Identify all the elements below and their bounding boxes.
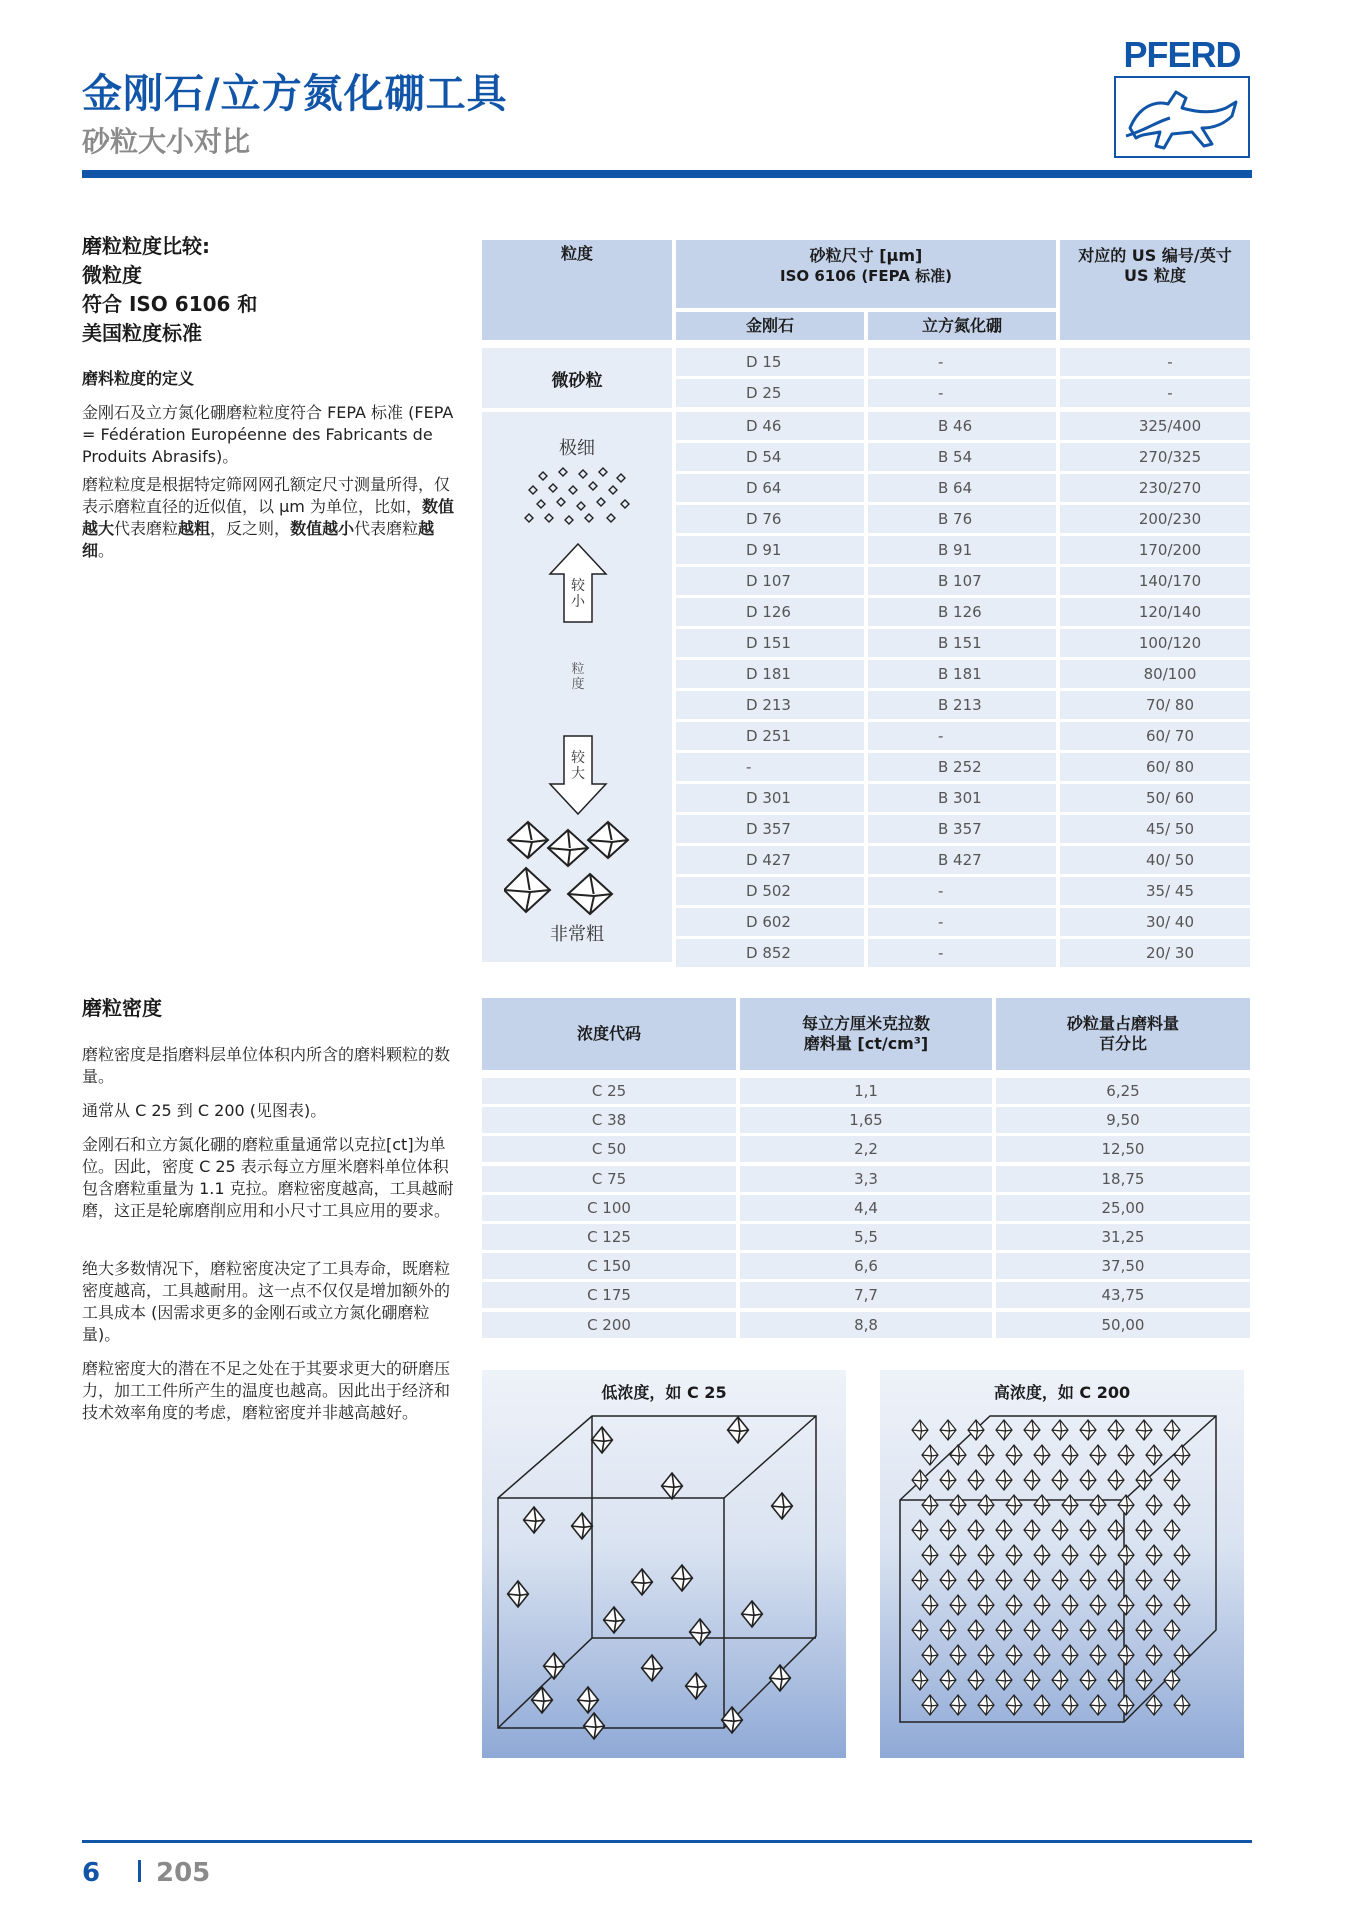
grain-icon	[1062, 1495, 1078, 1515]
grain-icon	[1118, 1645, 1134, 1665]
conc-carat-cell: 6,6	[740, 1253, 992, 1279]
grain-icon	[1052, 1570, 1068, 1590]
grain-icon	[940, 1670, 956, 1690]
grain-icon	[642, 1655, 663, 1681]
grain-comparison-heading	[82, 232, 462, 348]
conc-carat-cell: 1,1	[740, 1078, 992, 1104]
us-mesh-cell: 60/ 70	[1060, 722, 1250, 750]
grain-icon	[1090, 1495, 1106, 1515]
grain-icon	[592, 1427, 613, 1453]
grain-icon	[950, 1495, 966, 1515]
conc-percent-cell: 31,25	[996, 1224, 1250, 1250]
grain-icon	[1062, 1445, 1078, 1465]
conc-percent-cell: 9,50	[996, 1107, 1250, 1133]
cbn-size-cell: -	[868, 722, 1056, 750]
grain-icon	[1146, 1595, 1162, 1615]
grain-icon	[578, 1687, 599, 1713]
high-concentration-caption: 高浓度，如 C 200	[993, 1383, 1131, 1402]
grain-icon	[1080, 1520, 1096, 1540]
conc-code-cell: C 100	[482, 1195, 736, 1221]
grain-icon	[1090, 1545, 1106, 1565]
cbn-size-cell: -	[868, 908, 1056, 936]
grain-icon	[1136, 1520, 1152, 1540]
conc-carat-cell: 8,8	[740, 1312, 992, 1338]
col-header-ct: 每立方厘米克拉数 磨料量 [ct/cm³]	[740, 998, 992, 1070]
grain-icon	[996, 1520, 1012, 1540]
grain-icon	[1118, 1595, 1134, 1615]
us-mesh-cell: 50/ 60	[1060, 784, 1250, 812]
grain-icon	[968, 1620, 984, 1640]
us-mesh-cell: 230/270	[1060, 474, 1250, 502]
grain-icon	[1080, 1620, 1096, 1640]
grain-icon	[1090, 1595, 1106, 1615]
conc-code-cell: C 200	[482, 1312, 736, 1338]
grain-icon	[1146, 1445, 1162, 1465]
conc-code-cell: C 50	[482, 1136, 736, 1162]
conc-percent-cell: 50,00	[996, 1312, 1250, 1338]
page-subtitle: 砂粒大小对比	[82, 125, 251, 158]
cbn-size-cell: B 76	[868, 505, 1056, 533]
diamond-size-cell: D 15	[676, 348, 864, 376]
cbn-size-cell: B 91	[868, 536, 1056, 564]
col-header-us: 对应的 US 编号/英寸 US 粒度	[1060, 240, 1250, 340]
grain-icon	[968, 1670, 984, 1690]
us-mesh-cell: 40/ 50	[1060, 846, 1250, 874]
definition-paragraph-2: 磨粒粒度是根据特定筛网网孔额定尺寸测量所得，仅表示磨粒直径的近似值，以 μm 为单位，比如，数值越大代表磨粒越粗，反之则，数值越小代表磨粒越细。	[82, 475, 454, 560]
grain-icon	[996, 1570, 1012, 1590]
grain-icon	[922, 1495, 938, 1515]
header-rule	[82, 170, 1252, 178]
conc-code-cell: C 75	[482, 1166, 736, 1192]
grain-icon	[728, 1417, 749, 1443]
grain-icon	[950, 1545, 966, 1565]
grain-icon	[1118, 1495, 1134, 1515]
grain-icon	[1174, 1695, 1190, 1715]
grain-icon	[1136, 1420, 1152, 1440]
conc-code-cell: C 175	[482, 1282, 736, 1308]
grain-icon	[532, 1687, 553, 1713]
fine-grains-icon	[517, 466, 637, 536]
us-mesh-cell: 200/230	[1060, 505, 1250, 533]
us-mesh-cell: 30/ 40	[1060, 908, 1250, 936]
conc-code-cell: C 125	[482, 1224, 736, 1250]
diamond-size-cell: D 107	[676, 567, 864, 595]
conc-percent-cell: 43,75	[996, 1282, 1250, 1308]
us-mesh-cell: 60/ 80	[1060, 753, 1250, 781]
grain-icon	[912, 1420, 928, 1440]
diamond-size-cell: D 91	[676, 536, 864, 564]
grain-icon	[1164, 1420, 1180, 1440]
grain-icon	[1136, 1620, 1152, 1640]
grain-icon	[1034, 1445, 1050, 1465]
grain-icon	[1080, 1470, 1096, 1490]
grain-icon	[1174, 1445, 1190, 1465]
diamond-size-cell: D 213	[676, 691, 864, 719]
us-mesh-cell: 35/ 45	[1060, 877, 1250, 905]
grain-icon	[604, 1607, 625, 1633]
grain-icon	[1174, 1595, 1190, 1615]
conc-percent-cell: 37,50	[996, 1253, 1250, 1279]
col-header-pct: 砂粒量占磨料量 百分比	[996, 998, 1250, 1070]
grain-icon	[1080, 1670, 1096, 1690]
page-separator	[138, 1860, 141, 1882]
cbn-size-cell: B 64	[868, 474, 1056, 502]
grain-icon	[1024, 1470, 1040, 1490]
grain-icon	[1006, 1445, 1022, 1465]
heading-line: 磨粒粒度比较:	[82, 234, 210, 258]
grain-icon	[1090, 1445, 1106, 1465]
grain-icon	[912, 1620, 928, 1640]
diamond-size-cell: -	[676, 753, 864, 781]
grain-icon	[968, 1470, 984, 1490]
grain-icon	[1006, 1495, 1022, 1515]
grain-icon	[1164, 1520, 1180, 1540]
grain-icon	[1052, 1470, 1068, 1490]
conc-code-cell: C 25	[482, 1078, 736, 1104]
grain-icon	[922, 1545, 938, 1565]
scale-label-larger: 较大	[571, 750, 585, 782]
grain-icon	[1062, 1695, 1078, 1715]
conc-code-cell: C 38	[482, 1107, 736, 1133]
high-density-cube-icon	[880, 1400, 1244, 1750]
cbn-size-cell: B 126	[868, 598, 1056, 626]
grain-icon	[922, 1695, 938, 1715]
cbn-size-cell: B 151	[868, 629, 1056, 657]
grain-icon	[1164, 1470, 1180, 1490]
grain-icon	[686, 1673, 707, 1699]
scale-label-smaller: 较小	[571, 578, 585, 610]
grain-icon	[996, 1420, 1012, 1440]
grain-icon	[1006, 1595, 1022, 1615]
heading-line: 符合 ISO 6106 和	[82, 292, 258, 316]
grain-icon	[1024, 1520, 1040, 1540]
micro-label: 微砂粒	[551, 371, 603, 391]
grain-icon	[922, 1645, 938, 1665]
density-paragraph-5: 磨粒密度大的潜在不足之处在于其要求更大的研磨压力，加工工件所产生的温度也越高。因此出于经济和技术效率角度的考虑，磨粒密度并非越高越好。	[82, 1359, 451, 1422]
cbn-size-cell: -	[868, 379, 1056, 407]
grain-icon	[1164, 1670, 1180, 1690]
grain-icon	[1034, 1495, 1050, 1515]
grain-icon	[978, 1495, 994, 1515]
grain-icon	[1164, 1570, 1180, 1590]
grain-icon	[912, 1570, 928, 1590]
grain-icon	[968, 1520, 984, 1540]
grain-icon	[1080, 1570, 1096, 1590]
grain-icon	[950, 1695, 966, 1715]
cbn-size-cell: B 301	[868, 784, 1056, 812]
conc-code-cell: C 150	[482, 1253, 736, 1279]
density-title: 磨粒密度	[82, 996, 162, 1020]
cbn-size-cell: B 107	[868, 567, 1056, 595]
us-mesh-cell: 80/100	[1060, 660, 1250, 688]
definition-title: 磨料粒度的定义	[82, 369, 195, 388]
logo-text: PFERD	[1123, 34, 1241, 75]
scale-label-coarse: 非常粗	[550, 924, 604, 945]
col-header-size: 砂粒尺寸 [μm] ISO 6106 (FEPA 标准)	[676, 240, 1056, 308]
us-mesh-cell: 270/325	[1060, 443, 1250, 471]
grain-icon	[1062, 1545, 1078, 1565]
cbn-size-cell: B 213	[868, 691, 1056, 719]
grain-icon	[1006, 1695, 1022, 1715]
density-paragraph-3: 金刚石和立方氮化硼的磨粒重量通常以克拉[ct]为单位。因此，密度 C 25 表示每立方厘米磨料单位体积包含磨粒重量为 1.1 克拉。磨粒密度越高，工具越耐磨，这正是轮廓磨削应用和小尺寸工具应用的要求。	[82, 1135, 454, 1220]
grain-icon	[1174, 1545, 1190, 1565]
cbn-size-cell: B 357	[868, 815, 1056, 843]
grain-icon	[1118, 1545, 1134, 1565]
grain-icon	[978, 1645, 994, 1665]
cbn-size-cell: B 252	[868, 753, 1056, 781]
footer-rule	[82, 1840, 1252, 1843]
grain-icon	[1118, 1445, 1134, 1465]
low-density-cube-icon	[482, 1400, 846, 1750]
horse-icon	[1114, 76, 1250, 158]
grain-icon	[996, 1670, 1012, 1690]
grain-icon	[772, 1493, 793, 1519]
grain-icon	[1024, 1570, 1040, 1590]
page-number: 205	[156, 1858, 211, 1888]
grain-icon	[940, 1420, 956, 1440]
diamond-size-cell: D 357	[676, 815, 864, 843]
cbn-size-cell: -	[868, 939, 1056, 967]
diamond-size-cell: D 427	[676, 846, 864, 874]
grain-icon	[978, 1695, 994, 1715]
density-paragraph-4: 绝大多数情况下，磨粒密度决定了工具寿命，既磨粒密度越高，工具越耐用。这一点不仅仅是增加额外的工具成本 (因需求更多的金刚石或立方氮化硼磨粒量)。	[82, 1259, 451, 1344]
grain-icon	[1108, 1470, 1124, 1490]
us-mesh-cell: 20/ 30	[1060, 939, 1250, 967]
grain-icon	[1052, 1520, 1068, 1540]
grain-icon	[1034, 1645, 1050, 1665]
grain-icon	[742, 1601, 763, 1627]
cbn-size-cell: -	[868, 877, 1056, 905]
conc-carat-cell: 2,2	[740, 1136, 992, 1162]
conc-carat-cell: 3,3	[740, 1166, 992, 1192]
diamond-size-cell: D 76	[676, 505, 864, 533]
chapter-number: 6	[82, 1858, 101, 1888]
density-paragraph-2: 通常从 C 25 到 C 200 (见图表)。	[82, 1101, 327, 1120]
conc-percent-cell: 25,00	[996, 1195, 1250, 1221]
subheader-diamond: 金刚石	[676, 312, 864, 340]
diamond-size-cell: D 64	[676, 474, 864, 502]
diamond-size-cell: D 25	[676, 379, 864, 407]
pferd-logo	[1112, 36, 1252, 158]
high-concentration-illustration	[880, 1370, 1244, 1758]
us-mesh-cell: 170/200	[1060, 536, 1250, 564]
grain-icon	[1062, 1645, 1078, 1665]
grain-icon	[978, 1595, 994, 1615]
us-mesh-cell: 325/400	[1060, 412, 1250, 440]
grain-icon	[1146, 1495, 1162, 1515]
grain-icon	[508, 1581, 529, 1607]
grain-icon	[922, 1445, 938, 1465]
diamond-size-cell: D 54	[676, 443, 864, 471]
conc-percent-cell: 6,25	[996, 1078, 1250, 1104]
conc-carat-cell: 7,7	[740, 1282, 992, 1308]
diamond-size-cell: D 126	[676, 598, 864, 626]
diamond-size-cell: D 301	[676, 784, 864, 812]
diamond-size-cell: D 602	[676, 908, 864, 936]
grain-icon	[950, 1445, 966, 1465]
cbn-size-cell: B 181	[868, 660, 1056, 688]
grain-icon	[978, 1545, 994, 1565]
conc-percent-cell: 12,50	[996, 1136, 1250, 1162]
subheader-cbn: 立方氮化硼	[868, 312, 1056, 340]
diamond-size-cell: D 852	[676, 939, 864, 967]
page-title: 金刚石/立方氮化硼工具	[82, 71, 508, 117]
col-header-code: 浓度代码	[482, 998, 736, 1070]
scale-label-grain: 粒度	[571, 662, 585, 692]
us-mesh-cell: 100/120	[1060, 629, 1250, 657]
grain-icon	[1174, 1495, 1190, 1515]
heading-line: 美国粒度标准	[82, 321, 202, 345]
grain-icon	[1024, 1420, 1040, 1440]
grain-icon	[940, 1570, 956, 1590]
conc-carat-cell: 5,5	[740, 1224, 992, 1250]
grain-icon	[1146, 1645, 1162, 1665]
grain-icon	[968, 1570, 984, 1590]
low-concentration-illustration	[482, 1370, 846, 1758]
diamond-size-cell: D 46	[676, 412, 864, 440]
grain-icon	[1052, 1420, 1068, 1440]
grain-icon	[1006, 1545, 1022, 1565]
grain-icon	[1108, 1520, 1124, 1540]
grain-icon	[572, 1513, 593, 1539]
cbn-size-cell: B 54	[868, 443, 1056, 471]
grain-icon	[922, 1595, 938, 1615]
definition-paragraph-1: 金刚石及立方氮化硼磨粒粒度符合 FEPA 标准 (FEPA = Fédération Européenne des Fabricants de Produits Abrasifs)。	[82, 403, 454, 466]
grain-icon	[1108, 1620, 1124, 1640]
grain-icon	[662, 1473, 683, 1499]
grain-icon	[1164, 1620, 1180, 1640]
col-header-grain: 粒度	[482, 240, 672, 340]
grain-icon	[1090, 1645, 1106, 1665]
coarse-grains-icon	[504, 818, 654, 930]
diamond-size-cell: D 181	[676, 660, 864, 688]
grain-icon	[912, 1520, 928, 1540]
grain-icon	[1146, 1545, 1162, 1565]
scale-label-fine: 极细	[559, 438, 595, 459]
grain-icon	[672, 1565, 693, 1591]
us-mesh-cell: -	[1060, 379, 1250, 407]
grain-icon	[1136, 1670, 1152, 1690]
grain-icon	[1034, 1545, 1050, 1565]
grain-icon	[770, 1665, 791, 1691]
grain-icon	[1024, 1620, 1040, 1640]
grain-icon	[690, 1619, 711, 1645]
grain-icon	[1006, 1645, 1022, 1665]
us-mesh-cell: 140/170	[1060, 567, 1250, 595]
cbn-size-cell: B 46	[868, 412, 1056, 440]
conc-percent-cell: 18,75	[996, 1166, 1250, 1192]
conc-carat-cell: 1,65	[740, 1107, 992, 1133]
us-mesh-cell: 45/ 50	[1060, 815, 1250, 843]
grain-icon	[632, 1569, 653, 1595]
grain-icon	[1034, 1595, 1050, 1615]
grain-icon	[940, 1620, 956, 1640]
grain-icon	[1052, 1620, 1068, 1640]
grain-icon	[996, 1620, 1012, 1640]
grain-icon	[950, 1645, 966, 1665]
grain-icon	[996, 1470, 1012, 1490]
cbn-size-cell: -	[868, 348, 1056, 376]
grain-icon	[1108, 1420, 1124, 1440]
grain-icon	[1090, 1695, 1106, 1715]
diamond-size-cell: D 151	[676, 629, 864, 657]
grain-icon	[950, 1595, 966, 1615]
grain-icon	[1062, 1595, 1078, 1615]
diamond-size-cell: D 251	[676, 722, 864, 750]
heading-line: 微粒度	[82, 263, 142, 287]
grain-icon	[1174, 1645, 1190, 1665]
us-mesh-cell: 120/140	[1060, 598, 1250, 626]
conc-carat-cell: 4,4	[740, 1195, 992, 1221]
grain-icon	[912, 1670, 928, 1690]
grain-icon	[584, 1713, 605, 1739]
grain-icon	[1034, 1695, 1050, 1715]
grain-icon	[1080, 1420, 1096, 1440]
low-concentration-caption: 低浓度，如 C 25	[601, 1383, 727, 1402]
grain-icon	[940, 1470, 956, 1490]
grain-icon	[1118, 1695, 1134, 1715]
grain-icon	[1108, 1570, 1124, 1590]
grain-icon	[940, 1520, 956, 1540]
grain-icon	[1136, 1570, 1152, 1590]
grain-icon	[1052, 1670, 1068, 1690]
us-mesh-cell: 70/ 80	[1060, 691, 1250, 719]
diamond-size-cell: D 502	[676, 877, 864, 905]
grain-icon	[978, 1445, 994, 1465]
cbn-size-cell: B 427	[868, 846, 1056, 874]
density-paragraph-1: 磨粒密度是指磨料层单位体积内所含的磨料颗粒的数量。	[82, 1045, 451, 1086]
grain-icon	[1024, 1670, 1040, 1690]
grain-icon	[524, 1507, 545, 1533]
us-mesh-cell: -	[1060, 348, 1250, 376]
grain-icon	[544, 1653, 565, 1679]
grain-icon	[1108, 1670, 1124, 1690]
